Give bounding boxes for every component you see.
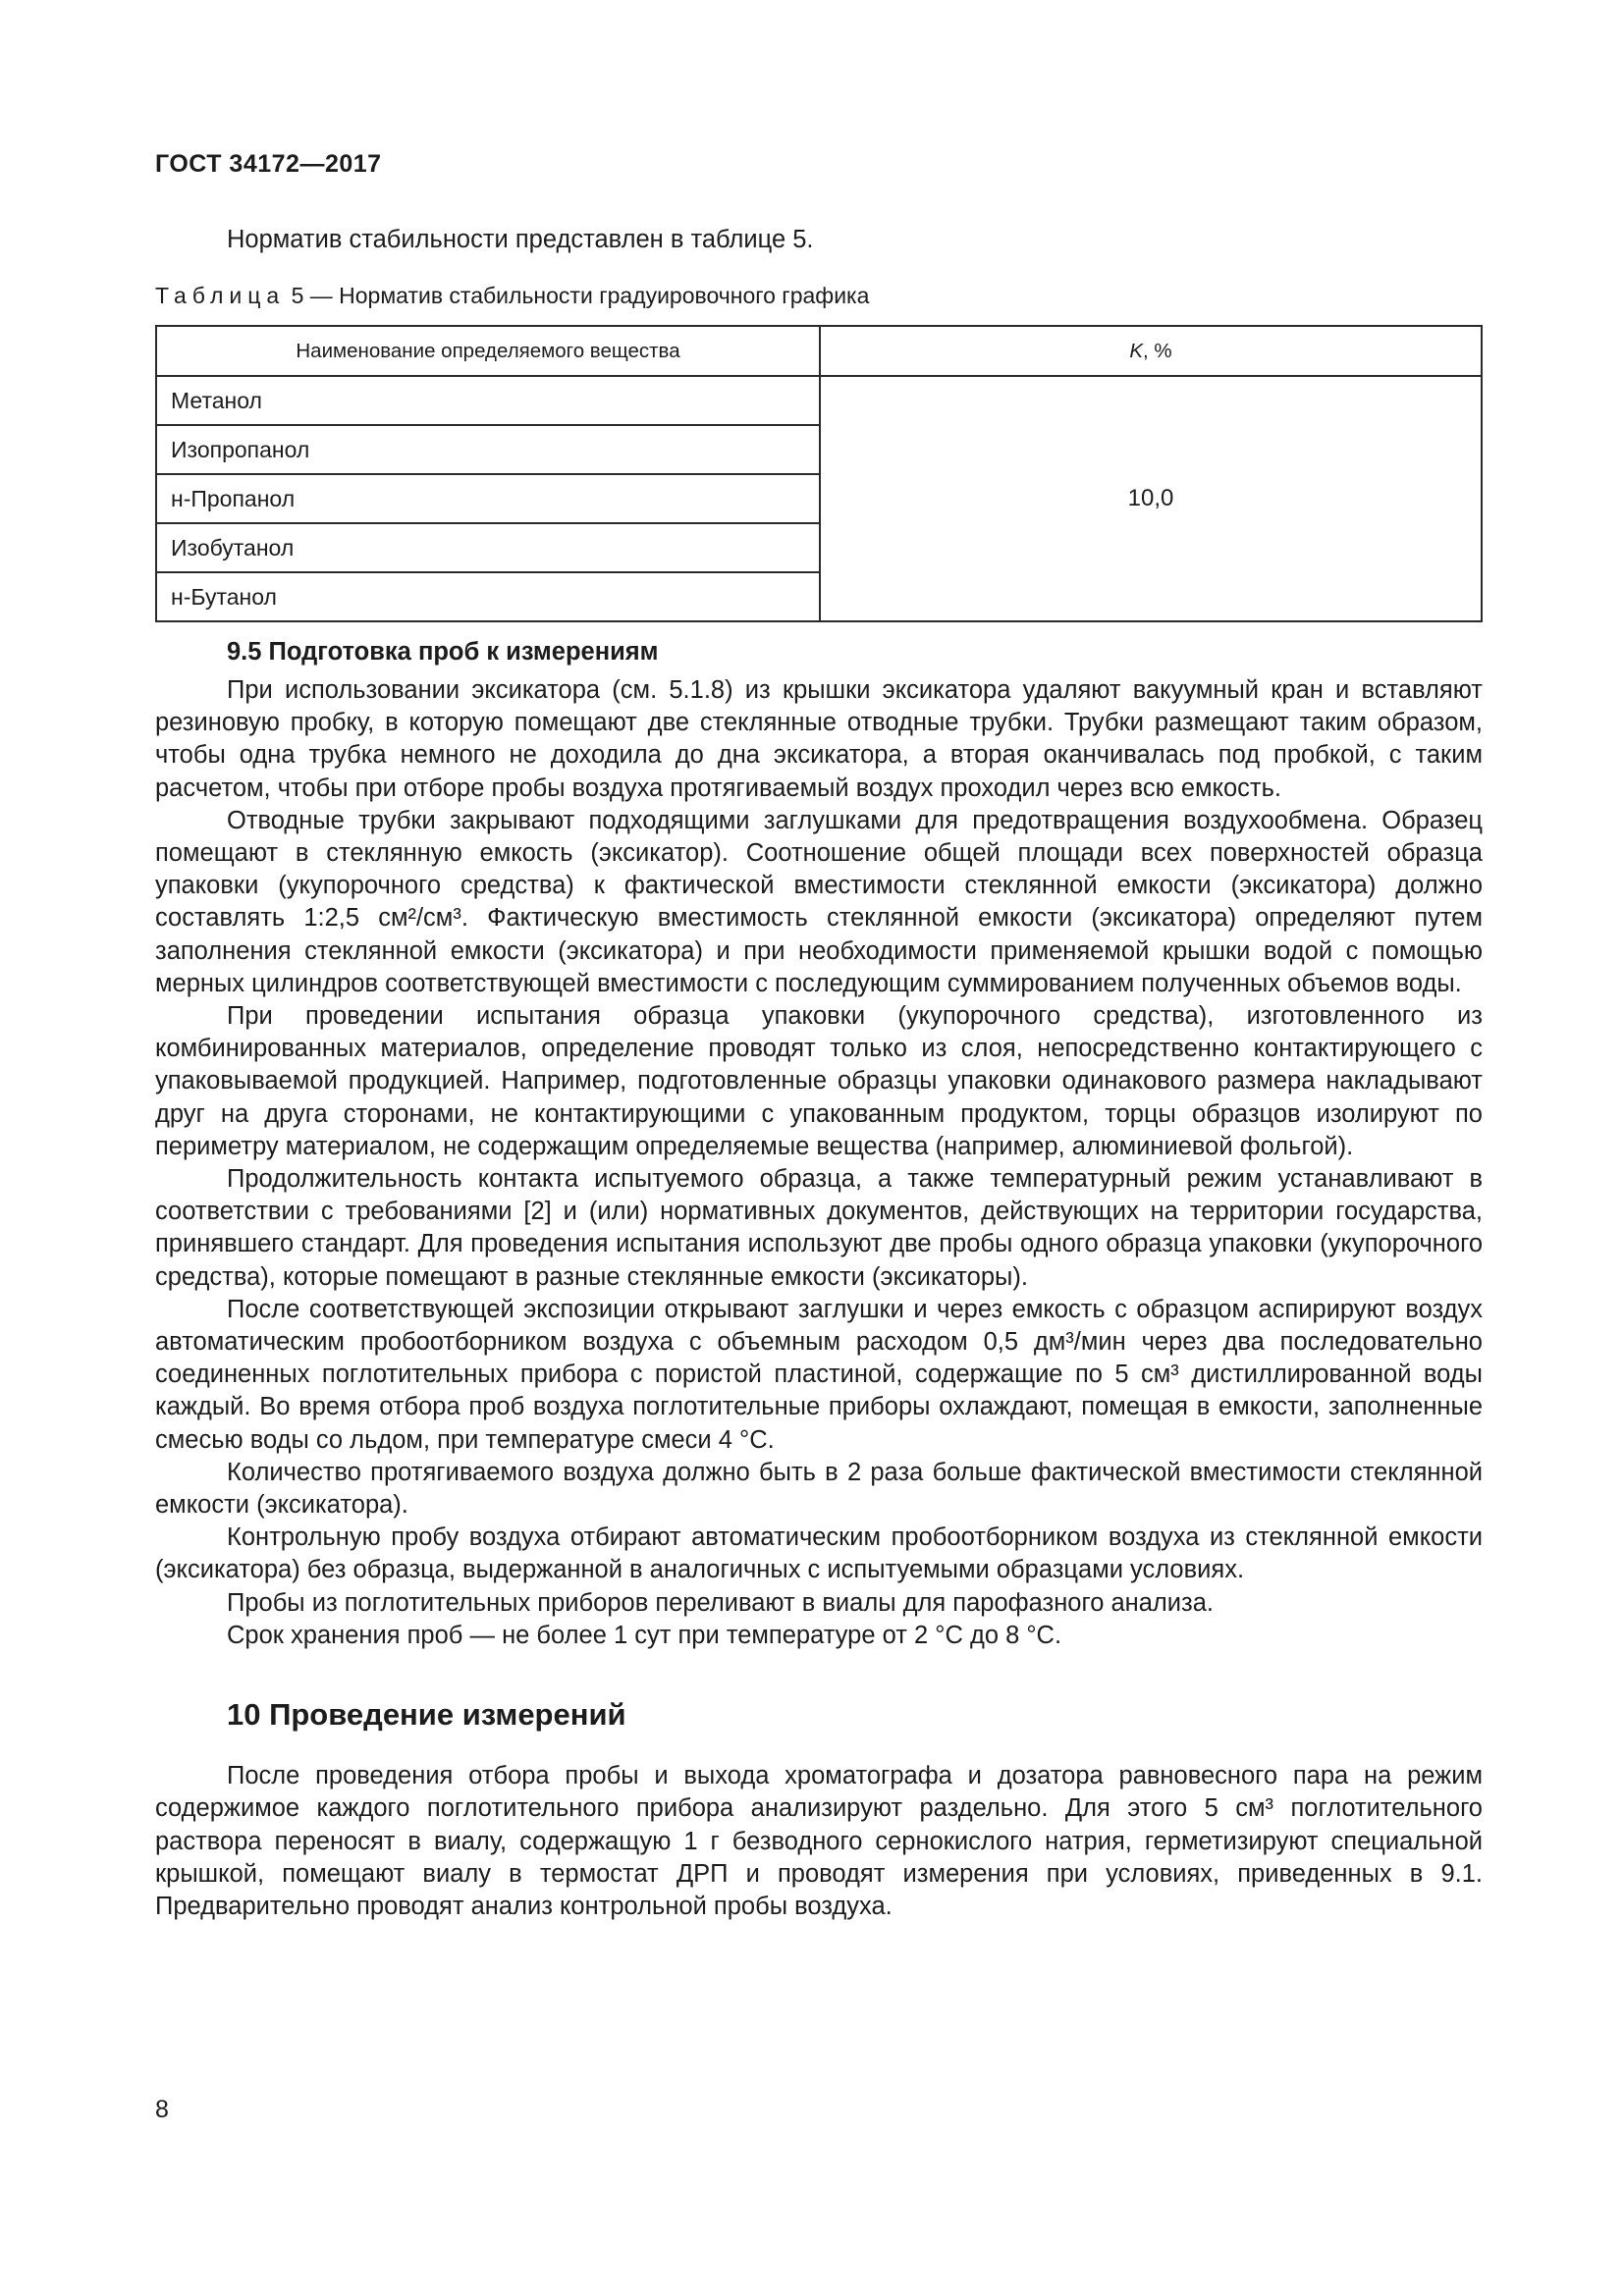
paragraph: При использовании эксикатора (см. 5.1.8) из крышки эксикатора удаляют вакуумный кран и вставляют резиновую пробку, в которую помещают две стеклянные отводные трубки. Трубки размещают таким образом, чтобы одна трубка немного не доходила до дна эксикатора, а вторая оканчивалась под пробкой, с таким расчетом, чтобы при отборе пробы воздуха протягиваемый воздух проходил через всю емкость. xyxy=(155,676,1483,802)
table-row xyxy=(156,376,1482,425)
paragraph: Продолжительность контакта испытуемого образца, а также температурный режим устанавливают в соответствии с требованиями [2] и (или) нормативных документов, действующих на территории государства, принявшего стандарт. Для проведения испытания используют две пробы одного образца упаковки (укупорочного средства), которые помещают в разные стеклянные емкости (эксикаторы). xyxy=(155,1165,1483,1291)
column-header-substance: Наименование определяемого вещества xyxy=(156,326,820,376)
paragraph: Контрольную пробу воздуха отбирают автоматическим пробоотборником воздуха из стеклянной емкости (эксикатора) без образца, выдержанной в аналогичных с испытуемыми образцами условиях. xyxy=(155,1523,1483,1584)
table-caption-word: Таблица xyxy=(155,283,286,308)
standard-header: ГОСТ 34172—2017 xyxy=(155,150,382,178)
section-heading-9-5: 9.5 Подготовка проб к измерениям xyxy=(227,638,659,666)
body-text xyxy=(155,635,1483,1923)
paragraph: Отводные трубки закрывают подходящими заглушками для предотвращения воздухообмена. Образец помещают в стеклянную емкость (эксикатор). Соотношение общей площади всех поверхностей образца упаковки (укупорочного средства) к фактической вместимости стеклянной емкости (эксикатора) должно составлять 1:2,5 см²/см³. Фактическую вместимость стеклянной емкости (эксикатора) определяют путем заполнения стеклянной емкости (эксикатора) и при необходимости применяемой крышки водой с помощью мерных цилиндров соответствующей вместимости с последующим суммированием полученных объемов воды. xyxy=(155,806,1483,997)
table-header-row xyxy=(156,326,1482,376)
substance-cell: н-Бутанол xyxy=(156,572,820,621)
k-value-cell: 10,0 xyxy=(820,376,1482,621)
column-header-k: K, % xyxy=(820,326,1482,376)
stability-table xyxy=(155,325,1483,622)
paragraph: При проведении испытания образца упаковки (укупорочного средства), изготовленного из комбинированных материалов, определение проводят только из слоя, непосредственно контактирующего с упаковываемой продукцией. Например, подготовленные образцы упаковки одинакового размера накладывают друг на друга сторонами, не контактирующими с упакованным продуктом, торцы образцов изолируют по периметру материалом, не содержащим определяемые вещества (например, алюминиевой фольгой). xyxy=(155,1002,1483,1160)
section-heading-10: 10 Проведение измерений xyxy=(227,1697,626,1733)
table-caption xyxy=(155,283,869,309)
paragraph: После проведения отбора пробы и выхода хроматографа и дозатора равновесного пара на режим содержимое каждого поглотительного прибора анализируют раздельно. Для этого 5 см³ поглотительного раствора переносят в виалу, содержащую 1 г безводного сернокислого натрия, герметизируют специальной крышкой, помещают виалу в термостат ДРП и проводят измерения при условиях, приведенных в 9.1. Предварительно проводят анализ контрольной пробы воздуха. xyxy=(155,1762,1483,1920)
page-number: 8 xyxy=(155,2096,169,2123)
substance-cell: н-Пропанол xyxy=(156,474,820,523)
substance-cell: Метанол xyxy=(156,376,820,425)
paragraph: После соответствующей экспозиции открывают заглушки и через емкость с образцом аспирируют воздух автоматическим пробоотборником воздуха с объемным расходом 0,5 дм³/мин через два последовательно соединенных поглотительных прибора с пористой пластиной, содержащие по 5 см³ дистиллированной воды каждый. Во время отбора проб воздуха поглотительные приборы охлаждают, помещая в емкости, заполненные смесью воды со льдом, при температуре смеси 4 °С. xyxy=(155,1295,1483,1454)
paragraph: Срок хранения проб — не более 1 сут при температуре от 2 °С до 8 °С. xyxy=(227,1621,1062,1649)
substance-cell: Изопропанол xyxy=(156,425,820,474)
table-caption-text: 5 — Норматив стабильности градуировочного графика xyxy=(285,283,870,308)
paragraph: Пробы из поглотительных приборов переливают в виалы для парофазного анализа. xyxy=(227,1588,1214,1617)
substance-cell: Изобутанол xyxy=(156,523,820,572)
intro-text: Норматив стабильности представлен в таблице 5. xyxy=(227,226,814,253)
paragraph: Количество протягиваемого воздуха должно быть в 2 раза больше фактической вместимости стеклянной емкости (эксикатора). xyxy=(155,1458,1483,1520)
